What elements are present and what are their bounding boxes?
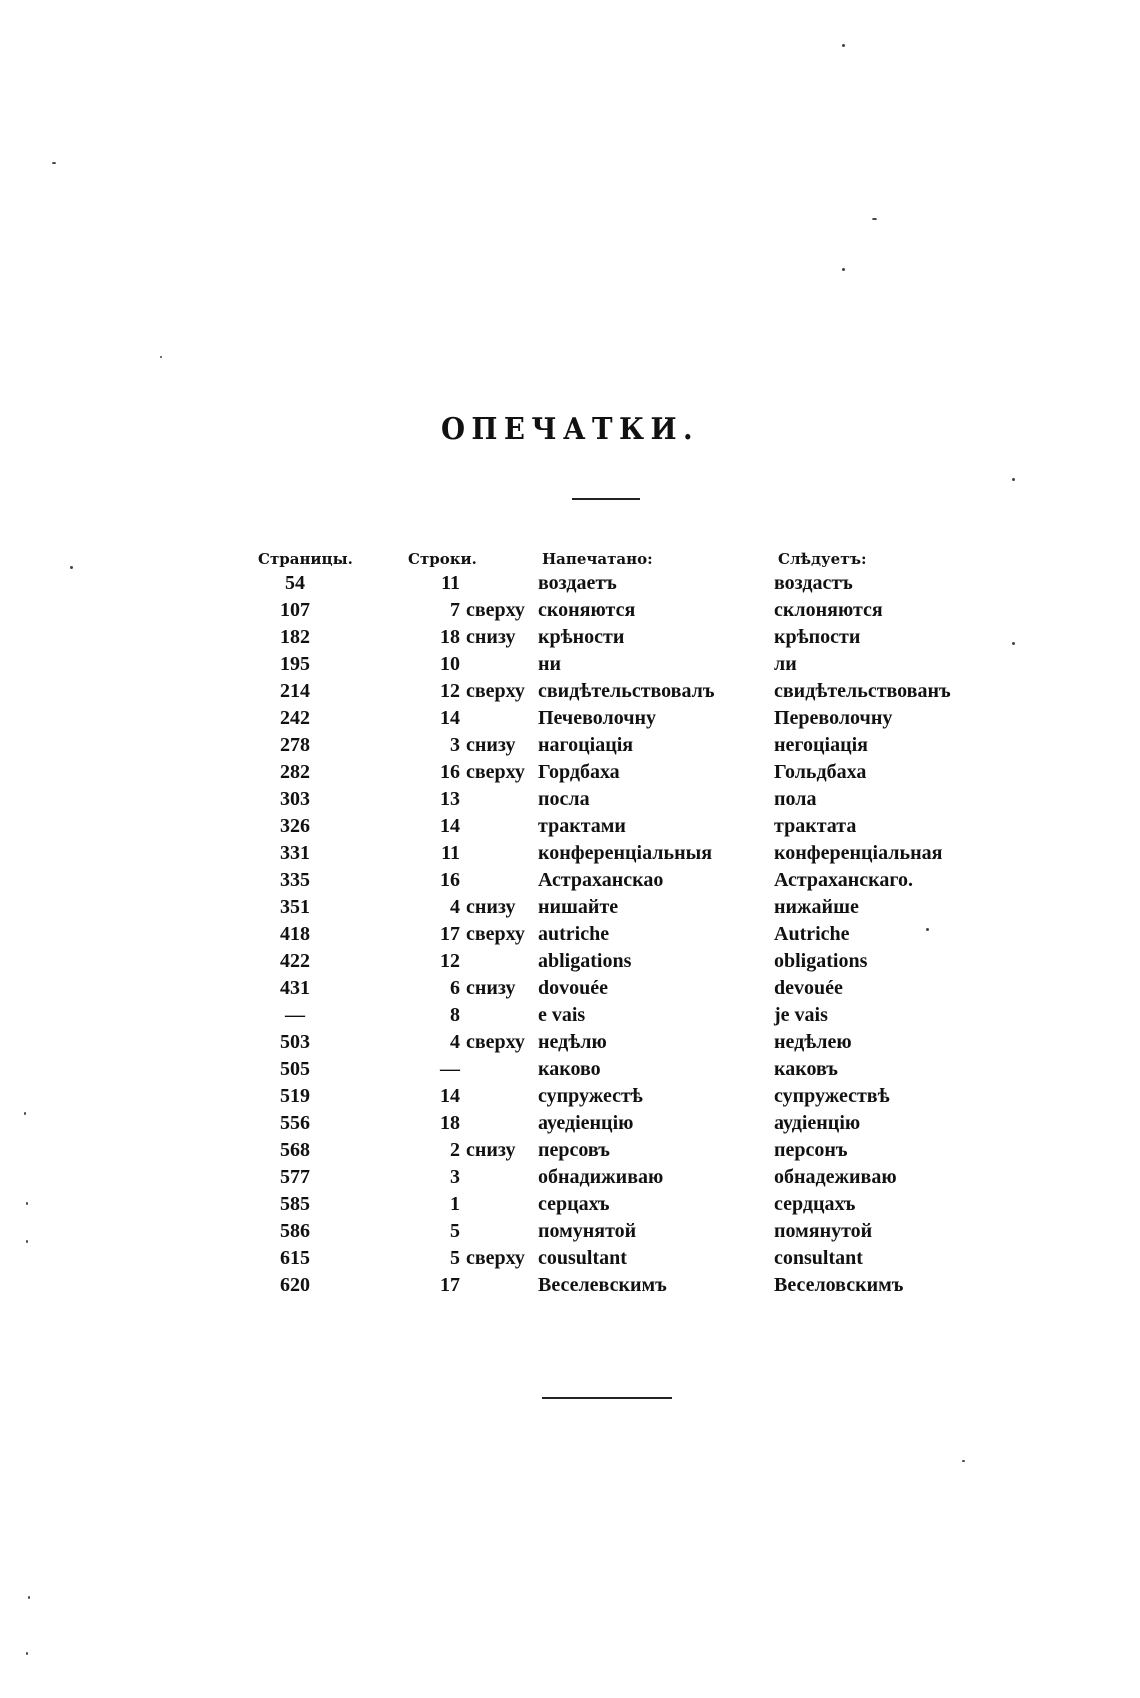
- cell-line: 12: [440, 950, 460, 972]
- scan-speck: [26, 1652, 28, 1655]
- cell-page: 503: [280, 1031, 310, 1053]
- cell-page: 505: [280, 1058, 310, 1080]
- cell-line: —: [440, 1058, 460, 1080]
- cell-correct: нижайше: [774, 896, 859, 918]
- cell-correct: недѣлею: [774, 1031, 852, 1053]
- scan-speck: [160, 356, 162, 358]
- cell-page: 182: [280, 626, 310, 648]
- cell-line: 2: [450, 1139, 460, 1161]
- cell-page: 335: [280, 869, 310, 891]
- cell-printed: воздаетъ: [538, 572, 617, 594]
- cell-correct: devouée: [774, 977, 843, 999]
- cell-printed: ни: [538, 653, 562, 675]
- cell-line: 7: [450, 599, 460, 621]
- scan-speck: [24, 1112, 26, 1115]
- cell-page: 282: [280, 761, 310, 783]
- cell-line: 8: [450, 1004, 460, 1026]
- header-page: Страницы.: [258, 550, 353, 568]
- table-row: [0, 1245, 1140, 1272]
- cell-position: сверху: [466, 923, 525, 945]
- cell-line: 1: [450, 1193, 460, 1215]
- cell-position: снизу: [466, 1139, 516, 1161]
- page-title: ОПЕЧАТКИ.: [440, 412, 700, 447]
- table-row: [0, 651, 1140, 678]
- cell-line: 14: [440, 815, 460, 837]
- cell-page: 351: [280, 896, 310, 918]
- table-row: [0, 705, 1140, 732]
- scan-speck: [926, 928, 929, 931]
- cell-page: 331: [280, 842, 310, 864]
- cell-correct: пола: [774, 788, 817, 810]
- cell-printed: обнадиживаю: [538, 1166, 664, 1188]
- table-row: [0, 921, 1140, 948]
- table-row: [0, 1083, 1140, 1110]
- cell-page: 586: [280, 1220, 310, 1242]
- cell-correct: персонъ: [774, 1139, 848, 1161]
- scan-speck: [1012, 478, 1015, 481]
- table-row: [0, 759, 1140, 786]
- cell-printed: свидѣтельствовалъ: [538, 680, 715, 702]
- table-row: [0, 678, 1140, 705]
- table-row: [0, 894, 1140, 921]
- cell-position: снизу: [466, 734, 516, 756]
- scan-speck: [70, 566, 73, 569]
- table-row: [0, 975, 1140, 1002]
- cell-position: сверху: [466, 599, 525, 621]
- cell-printed: трактами: [538, 815, 626, 837]
- cell-printed: нагоціація: [538, 734, 634, 756]
- cell-line: 13: [440, 788, 460, 810]
- cell-line: 4: [450, 1031, 460, 1053]
- cell-printed: e vais: [538, 1004, 586, 1026]
- cell-printed: недѣлю: [538, 1031, 607, 1053]
- cell-line: 17: [440, 1274, 460, 1296]
- scan-speck: [26, 1202, 28, 1205]
- cell-line: 14: [440, 707, 460, 729]
- cell-position: сверху: [466, 1247, 525, 1269]
- table-row: [0, 786, 1140, 813]
- table-row: [0, 1218, 1140, 1245]
- cell-printed: нишайте: [538, 896, 619, 918]
- errata-table: [0, 570, 1140, 1299]
- cell-correct: обнадеживаю: [774, 1166, 897, 1188]
- cell-page: 620: [280, 1274, 310, 1296]
- cell-page: 568: [280, 1139, 310, 1161]
- cell-line: 12: [440, 680, 460, 702]
- cell-page: 519: [280, 1085, 310, 1107]
- table-row: [0, 813, 1140, 840]
- cell-line: 6: [450, 977, 460, 999]
- cell-correct: каковъ: [774, 1058, 838, 1080]
- cell-line: 10: [440, 653, 460, 675]
- table-row: [0, 948, 1140, 975]
- cell-correct: consultant: [774, 1247, 863, 1269]
- header-printed: Напечатано:: [542, 550, 653, 568]
- cell-printed: конференціальныя: [538, 842, 713, 864]
- cell-page: 556: [280, 1112, 310, 1134]
- cell-printed: сконяются: [538, 599, 636, 621]
- scan-speck: [842, 268, 845, 271]
- header-correct: Слѣдуетъ:: [778, 550, 867, 568]
- cell-line: 14: [440, 1085, 460, 1107]
- top-rule: [572, 498, 640, 500]
- cell-position: снизу: [466, 626, 516, 648]
- cell-page: 195: [280, 653, 310, 675]
- cell-page: 214: [280, 680, 310, 702]
- cell-line: 5: [450, 1247, 460, 1269]
- cell-correct: воздастъ: [774, 572, 853, 594]
- cell-printed: каково: [538, 1058, 601, 1080]
- cell-position: сверху: [466, 680, 525, 702]
- cell-page: 577: [280, 1166, 310, 1188]
- cell-page: 303: [280, 788, 310, 810]
- cell-correct: трактата: [774, 815, 857, 837]
- cell-line: 17: [440, 923, 460, 945]
- cell-printed: autriche: [538, 923, 610, 945]
- cell-position: снизу: [466, 977, 516, 999]
- cell-printed: cousultant: [538, 1247, 627, 1269]
- table-header: [0, 550, 1140, 572]
- cell-correct: Веселовскимъ: [774, 1274, 904, 1296]
- cell-correct: obligations: [774, 950, 868, 972]
- table-row: [0, 1002, 1140, 1029]
- cell-correct: помянутой: [774, 1220, 873, 1242]
- cell-line: 18: [440, 626, 460, 648]
- cell-line: 3: [450, 734, 460, 756]
- bottom-rule: [542, 1397, 672, 1399]
- cell-page: 585: [280, 1193, 310, 1215]
- cell-correct: ли: [774, 653, 797, 675]
- cell-printed: персовъ: [538, 1139, 610, 1161]
- scan-speck: [52, 162, 56, 164]
- cell-printed: Гордбаха: [538, 761, 620, 783]
- table-row: [0, 570, 1140, 597]
- scan-speck: [842, 44, 845, 47]
- table-row: [0, 732, 1140, 759]
- scan-speck: [26, 1240, 28, 1243]
- table-row: [0, 867, 1140, 894]
- cell-page: 422: [280, 950, 310, 972]
- cell-page: 615: [280, 1247, 310, 1269]
- table-row: [0, 1272, 1140, 1299]
- cell-correct: аудіенцію: [774, 1112, 861, 1134]
- table-row: [0, 1110, 1140, 1137]
- cell-line: 5: [450, 1220, 460, 1242]
- table-row: [0, 1164, 1140, 1191]
- table-row: [0, 840, 1140, 867]
- cell-printed: посла: [538, 788, 590, 810]
- cell-line: 3: [450, 1166, 460, 1188]
- cell-correct: Гольдбаха: [774, 761, 867, 783]
- cell-line: 16: [440, 869, 460, 891]
- cell-line: 11: [441, 572, 460, 594]
- cell-line: 11: [441, 842, 460, 864]
- scan-speck: [962, 1460, 965, 1462]
- cell-correct: Autriche: [774, 923, 850, 945]
- cell-line: 4: [450, 896, 460, 918]
- cell-printed: помунятой: [538, 1220, 637, 1242]
- cell-printed: Астраханскао: [538, 869, 664, 891]
- table-row: [0, 1191, 1140, 1218]
- cell-correct: супружествѣ: [774, 1085, 890, 1107]
- cell-position: сверху: [466, 761, 525, 783]
- cell-correct: сердцахъ: [774, 1193, 856, 1215]
- cell-correct: конференціальная: [774, 842, 943, 864]
- cell-printed: крѣности: [538, 626, 625, 648]
- cell-page: 242: [280, 707, 310, 729]
- cell-position: снизу: [466, 896, 516, 918]
- scan-speck: [1012, 642, 1015, 645]
- cell-printed: серцахъ: [538, 1193, 610, 1215]
- cell-page: 278: [280, 734, 310, 756]
- table-row: [0, 624, 1140, 651]
- cell-correct: склоняются: [774, 599, 883, 621]
- cell-correct: свидѣтельствованъ: [774, 680, 951, 702]
- cell-line: 18: [440, 1112, 460, 1134]
- table-row: [0, 1029, 1140, 1056]
- cell-correct: негоціація: [774, 734, 868, 756]
- cell-page: 54: [285, 572, 305, 594]
- cell-correct: je vais: [774, 1004, 828, 1026]
- cell-correct: Астраханскаго.: [774, 869, 913, 891]
- scan-speck: [872, 218, 877, 220]
- cell-position: сверху: [466, 1031, 525, 1053]
- cell-page: 431: [280, 977, 310, 999]
- cell-printed: Печеволочну: [538, 707, 656, 729]
- cell-printed: Веселевскимъ: [538, 1274, 667, 1296]
- cell-printed: abligations: [538, 950, 632, 972]
- table-row: [0, 1056, 1140, 1083]
- cell-page: 418: [280, 923, 310, 945]
- cell-printed: супружестѣ: [538, 1085, 643, 1107]
- cell-page: 326: [280, 815, 310, 837]
- cell-printed: ауедіенцію: [538, 1112, 634, 1134]
- header-line: Строки.: [408, 550, 477, 568]
- cell-page: 107: [280, 599, 310, 621]
- cell-correct: Переволочну: [774, 707, 893, 729]
- cell-correct: крѣпости: [774, 626, 861, 648]
- cell-page: —: [285, 1004, 305, 1026]
- table-row: [0, 1137, 1140, 1164]
- scan-speck: [28, 1596, 30, 1599]
- cell-printed: dovouée: [538, 977, 608, 999]
- table-row: [0, 597, 1140, 624]
- cell-line: 16: [440, 761, 460, 783]
